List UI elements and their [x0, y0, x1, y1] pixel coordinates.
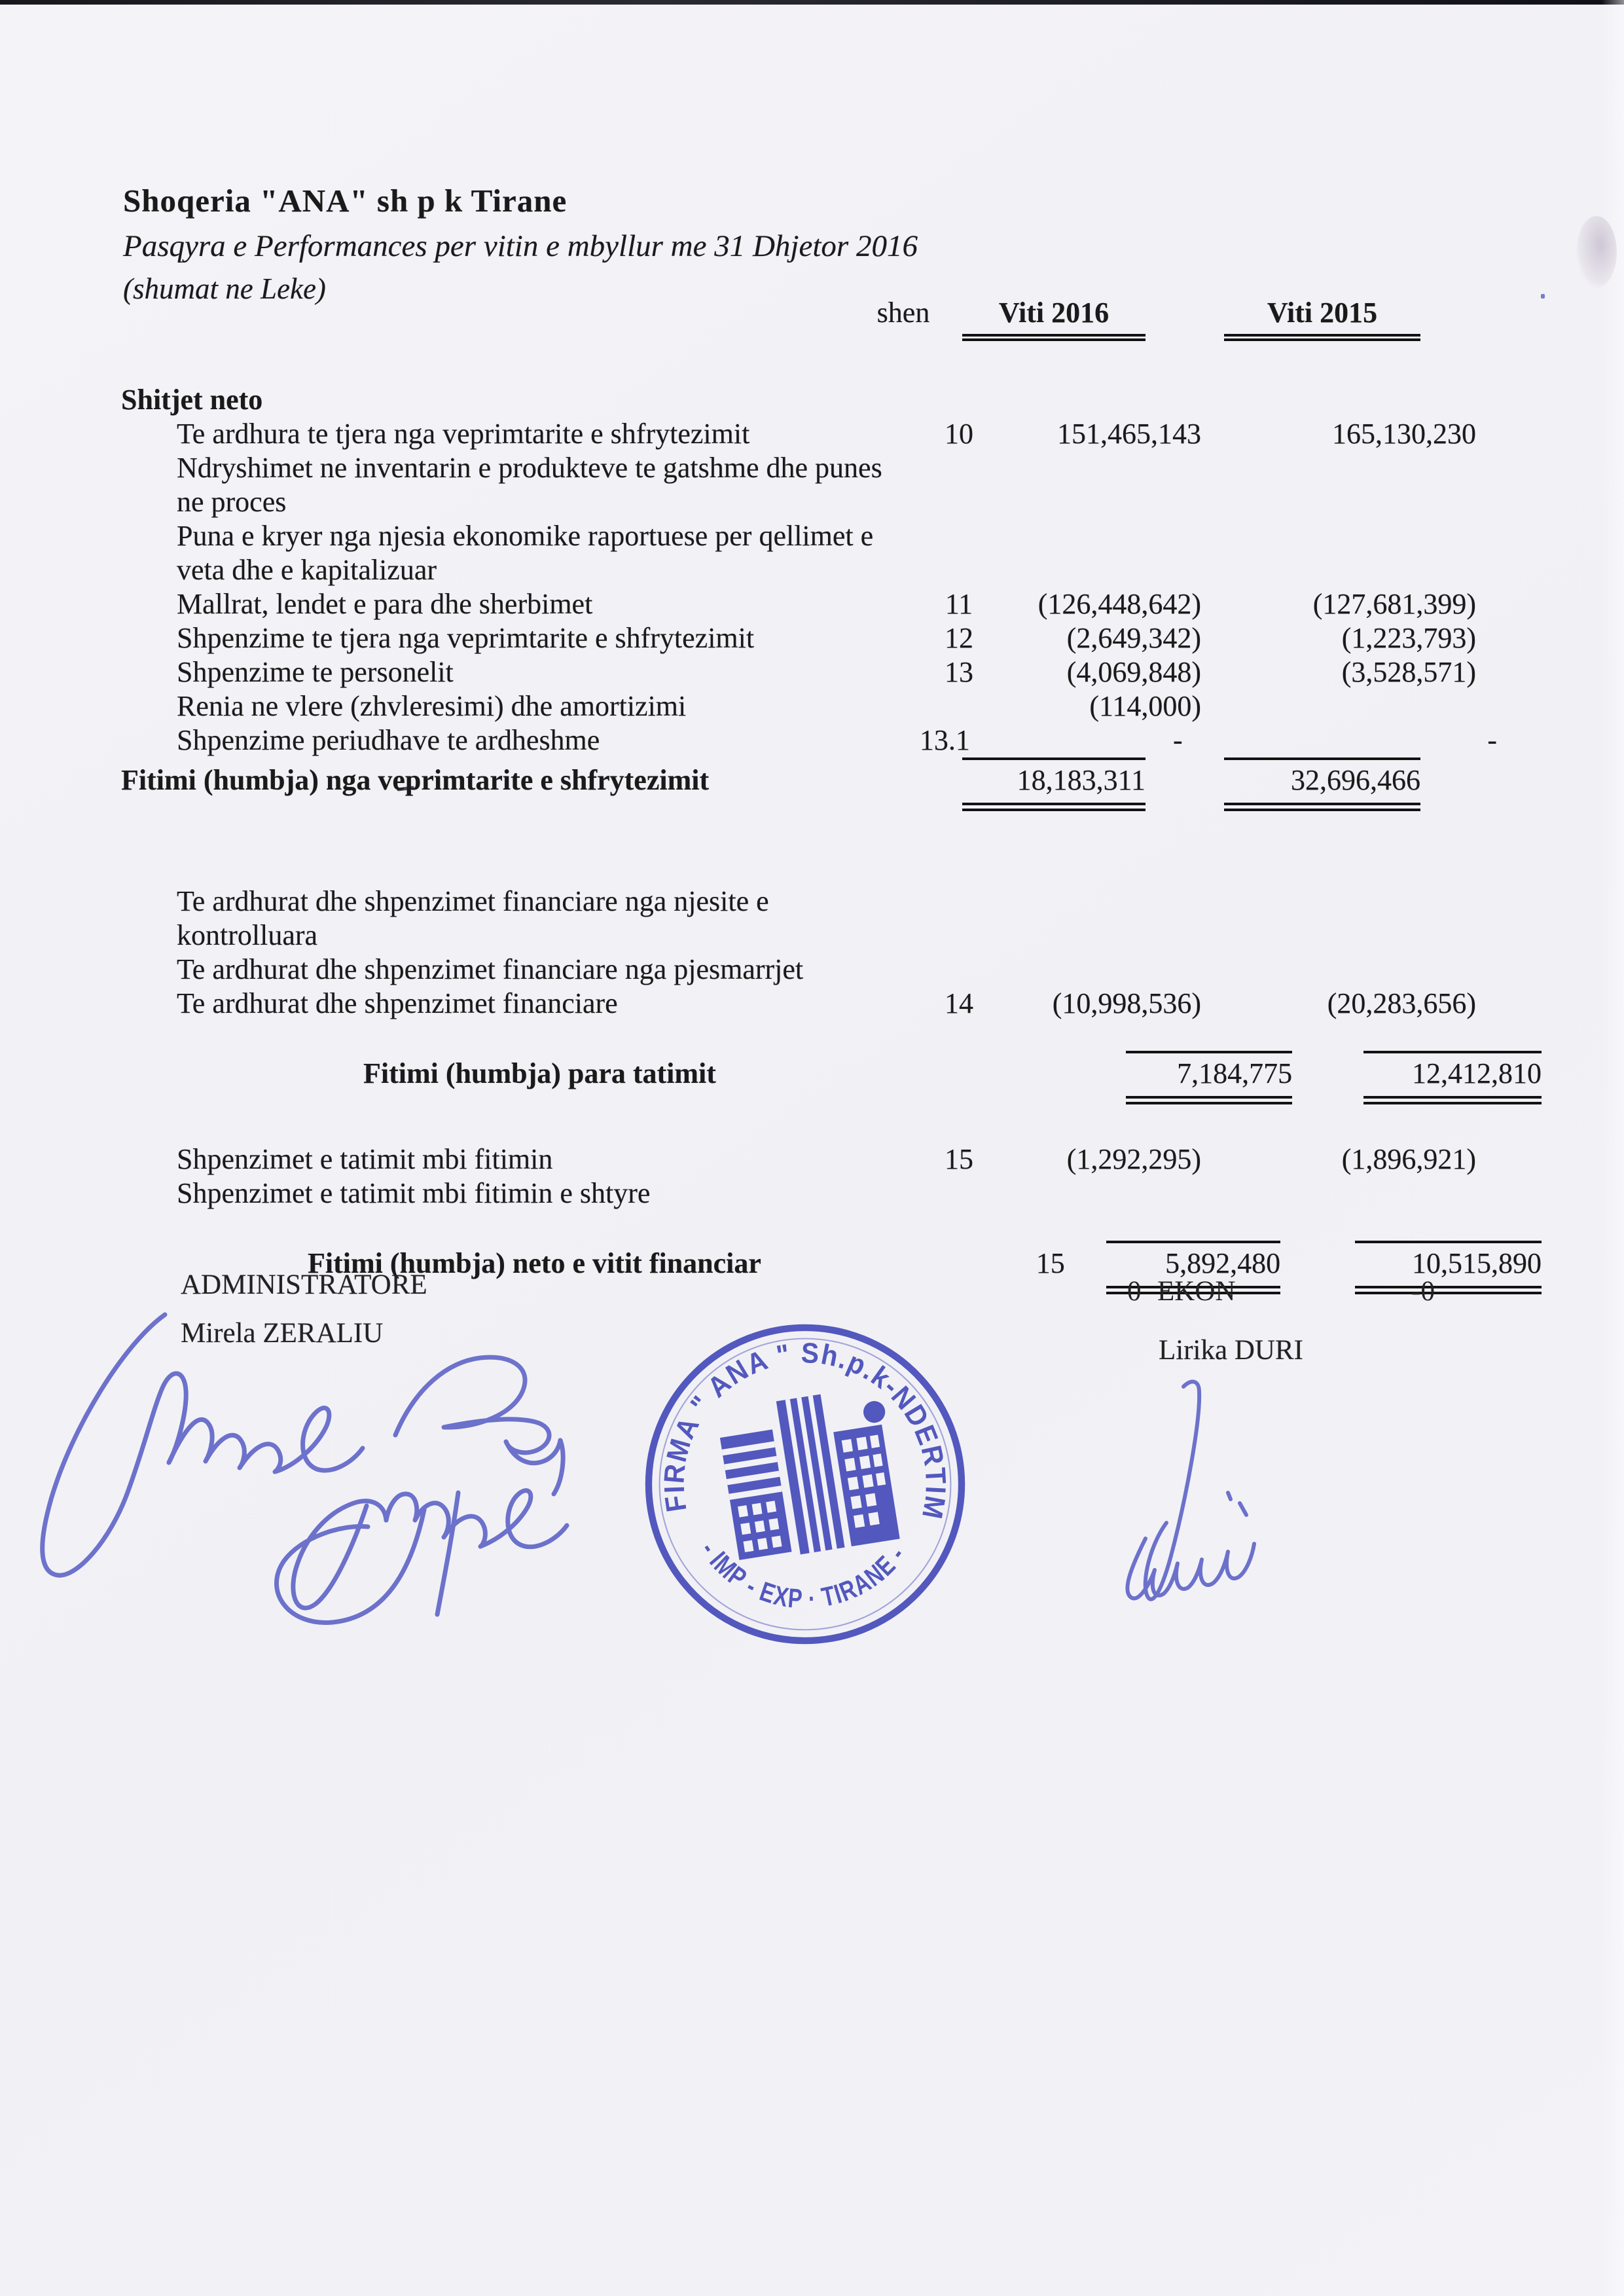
table-row: Shpenzimet e tatimit mbi fitimin e shtyre — [177, 1177, 651, 1209]
table-row: Shitjet neto — [121, 384, 263, 416]
company-title: Shoqeria "ANA" sh p k Tirane — [123, 183, 568, 219]
stamp-bottom-text: - IMP - EXP · TIRANE - — [695, 1535, 913, 1614]
administrator-signature — [20, 1283, 609, 1650]
economist-prefix: 0 — [1127, 1276, 1142, 1307]
column-header-shen: shen — [876, 297, 930, 329]
table-row: Ndryshimet ne inventarin e produkteve te gatshme dhe punes ne proces — [177, 452, 882, 518]
table-row: Te ardhurat dhe shpenzimet financiare nga pjesmarrjet — [177, 953, 804, 985]
stamp-top-text: FIRMA " ANA " Sh.p.k-NDERTIM — [658, 1337, 952, 1524]
administrator-title: ADMINISTRATORE — [181, 1269, 427, 1300]
table-row: Te ardhurat dhe shpenzimet financiare 14 (10,998,536) (20,283,656) — [177, 987, 1476, 1019]
table-row: Shpenzime periudhave te ardheshme 13.1 - - — [177, 724, 1498, 756]
column-header-row — [121, 296, 1420, 341]
company-stamp — [632, 1311, 979, 1658]
table-row: Mallrat, lendet e para dhe sherbimet 11 (126,448,642) (127,681,399) — [177, 588, 1476, 620]
net-profit-2016: 5,892,480 — [1106, 1241, 1280, 1294]
total-operating-2015: 32,696,466 — [1224, 757, 1420, 811]
table-row: Shpenzimet e tatimit mbi fitimin 15 (1,292,295) (1,896,921) — [177, 1143, 1476, 1175]
table-row: Shpenzime te personelit 13 (4,069,848) (3,528,571) — [177, 656, 1476, 688]
economist-title: EKON — [1157, 1276, 1236, 1307]
economist-title-line — [1127, 1275, 1435, 1307]
table-row-total: Fitimi (humbja) neto e vitit financiar 15 5,892,480 10,515,890 — [121, 1241, 1542, 1294]
administrator-name: Mirela ZERALIU — [181, 1318, 384, 1349]
profit-before-tax-2015: 12,412,810 — [1363, 1051, 1542, 1104]
currency-note: (shumat ne Leke) — [123, 272, 326, 305]
table-row: Te ardhurat dhe shpenzimet financiare nga njesite e kontrolluara — [177, 885, 769, 951]
net-profit-2015: 10,515,890 — [1355, 1241, 1542, 1294]
table-row-total: Fitimi (humbja) para tatimit 7,184,775 12,412,810 — [121, 1051, 1542, 1104]
scan-edge-artifact — [0, 0, 1624, 5]
table-row: Puna e kryer nga njesia ekonomike raportuese per qellimet e veta dhe e kapitalizuar — [177, 520, 874, 586]
table-row: Shpenzime te tjera nga veprimtarite e shfrytezimit 12 (2,649,342) (1,223,793) — [177, 622, 1476, 654]
column-header-2016: Viti 2016 — [962, 296, 1146, 341]
income-statement-table — [121, 383, 1542, 1294]
profit-before-tax-2016: 7,184,775 — [1126, 1051, 1292, 1104]
table-row: Te ardhura te tjera nga veprimtarite e shfrytezimit 10 151,465,143 165,130,230 — [177, 418, 1476, 450]
document-header — [123, 182, 918, 306]
table-row-total: Fitimi (humbja) nga veprimtarite e shfrytezimit 18,183,311 32,696,466 — [121, 757, 1542, 811]
total-operating-2016: 18,183,311 — [962, 757, 1146, 811]
paper-smudge — [1576, 216, 1617, 288]
economist-name: Lirika DURI — [1159, 1335, 1303, 1366]
stamp-buildings-icon — [715, 1385, 905, 1564]
column-header-2015: Viti 2015 — [1224, 296, 1420, 341]
statement-title: Pasqyra e Performances per vitin e mbyllur me 31 Dhjetor 2016 — [123, 229, 918, 263]
economist-suffix: -0 — [1411, 1276, 1435, 1307]
economist-signature — [1100, 1375, 1296, 1650]
ink-speck — [1541, 294, 1545, 299]
scan-edge-strip — [1602, 0, 1624, 2296]
table-row: Renia ne vlere (zhvleresimi) dhe amortizimi (114,000) — [177, 690, 1201, 722]
